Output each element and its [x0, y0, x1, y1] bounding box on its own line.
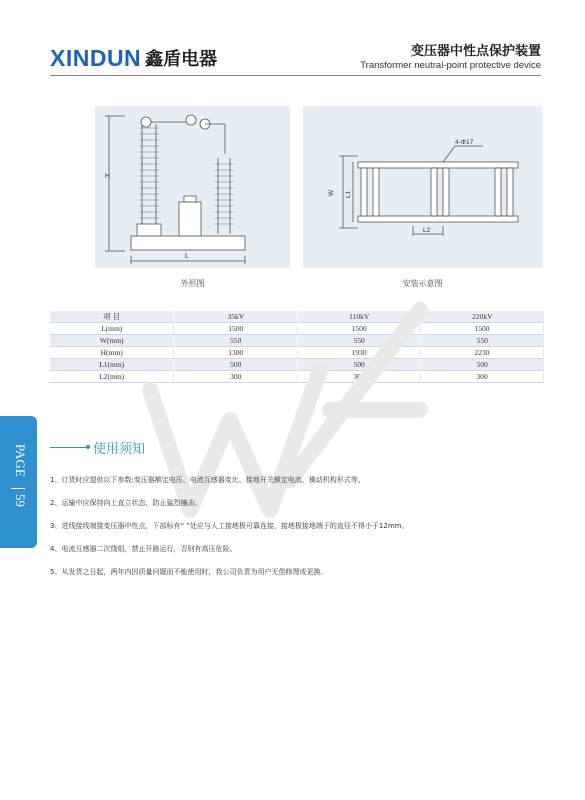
table-row — [50, 359, 544, 371]
page-subtitle: Transformer neutral-point protective device — [360, 60, 541, 71]
header-divider — [50, 75, 541, 76]
page-label: PAGE — [13, 444, 28, 477]
outline-drawing-panel — [95, 106, 290, 268]
page-number: 59 — [13, 494, 28, 507]
table-cell: W(mm) — [50, 335, 174, 347]
logo-en: XINDUN — [50, 44, 142, 71]
table-cell: H(mm) — [50, 347, 174, 359]
spec-table — [50, 311, 544, 383]
notice-rule — [50, 447, 88, 448]
notice-list — [50, 476, 550, 591]
table-header-cell: 220kV — [421, 311, 544, 323]
table-row — [50, 347, 544, 359]
table-cell: 300 — [174, 371, 298, 383]
table-row — [50, 371, 544, 383]
table-cell: 300 — [298, 371, 421, 383]
table-header-row — [50, 311, 544, 323]
table-cell: 1300 — [174, 347, 298, 359]
table-cell: 300 — [421, 371, 544, 383]
table-cell: 500 — [421, 359, 544, 371]
list-item: 2、运输中应保持向上直立状态，防止猛烈撞击。 — [50, 499, 202, 507]
notice-title: 使用须知 — [93, 442, 146, 457]
table-cell: 1500 — [421, 323, 544, 335]
table-row — [50, 323, 544, 335]
page-title: 变压器中性点保护装置 — [410, 44, 541, 59]
table-cell: 1930 — [298, 347, 421, 359]
brand-logo — [50, 44, 217, 72]
table-cell: 500 — [174, 359, 298, 371]
table-header-cell: 35kV — [174, 311, 298, 323]
outline-drawing — [95, 106, 290, 268]
table-cell: 500 — [298, 359, 421, 371]
table-header-cell: 项 目 — [50, 311, 174, 323]
install-caption: 安装示意图 — [402, 279, 443, 288]
table-cell: 2230 — [421, 347, 544, 359]
list-item: 5、从发货之日起，两年内因质量问题而不能使用时，我公司负责为用户无偿修理或更换。 — [50, 568, 328, 576]
page-tab — [0, 416, 37, 548]
install-drawing-panel — [303, 106, 542, 268]
table-cell: 550 — [421, 335, 544, 347]
table-cell: L(mm) — [50, 323, 174, 335]
table-cell: 1500 — [174, 323, 298, 335]
dim-w-label: W — [328, 189, 335, 196]
outline-caption: 外形图 — [180, 279, 205, 288]
holes-label: 4-Φ17 — [455, 139, 474, 146]
table-cell: 550 — [298, 335, 421, 347]
list-item: 3、进线接线端接变压器中性点，下部标有“ ”处应与人工接地极可靠连接，接地极接地端子的直径不得小于12mm。 — [50, 522, 409, 530]
dim-h-label: H — [105, 173, 111, 180]
table-cell: 1500 — [298, 323, 421, 335]
notice-bullet-icon — [86, 445, 90, 449]
list-item: 1、订货时应提供以下参数:变压器额定电压、电流互感器变比、接地开关额定电流、操动机构形式等。 — [50, 476, 365, 484]
table-cell: L1(mm) — [50, 359, 174, 371]
table-cell: L2(mm) — [50, 371, 174, 383]
table-row — [50, 335, 544, 347]
dim-l1-label: L1 — [345, 190, 352, 198]
page-tab-divider — [11, 488, 25, 489]
table-header-cell: 110kV — [298, 311, 421, 323]
install-drawing — [303, 106, 542, 268]
logo-cn: 鑫盾电器 — [145, 49, 218, 70]
table-cell: 550 — [174, 335, 298, 347]
list-item: 4、电流互感器二次绕组，禁止开路运行，否则有高压危险。 — [50, 545, 237, 553]
dim-l-label: L — [185, 253, 189, 260]
dim-l2-label: L2 — [423, 227, 431, 234]
